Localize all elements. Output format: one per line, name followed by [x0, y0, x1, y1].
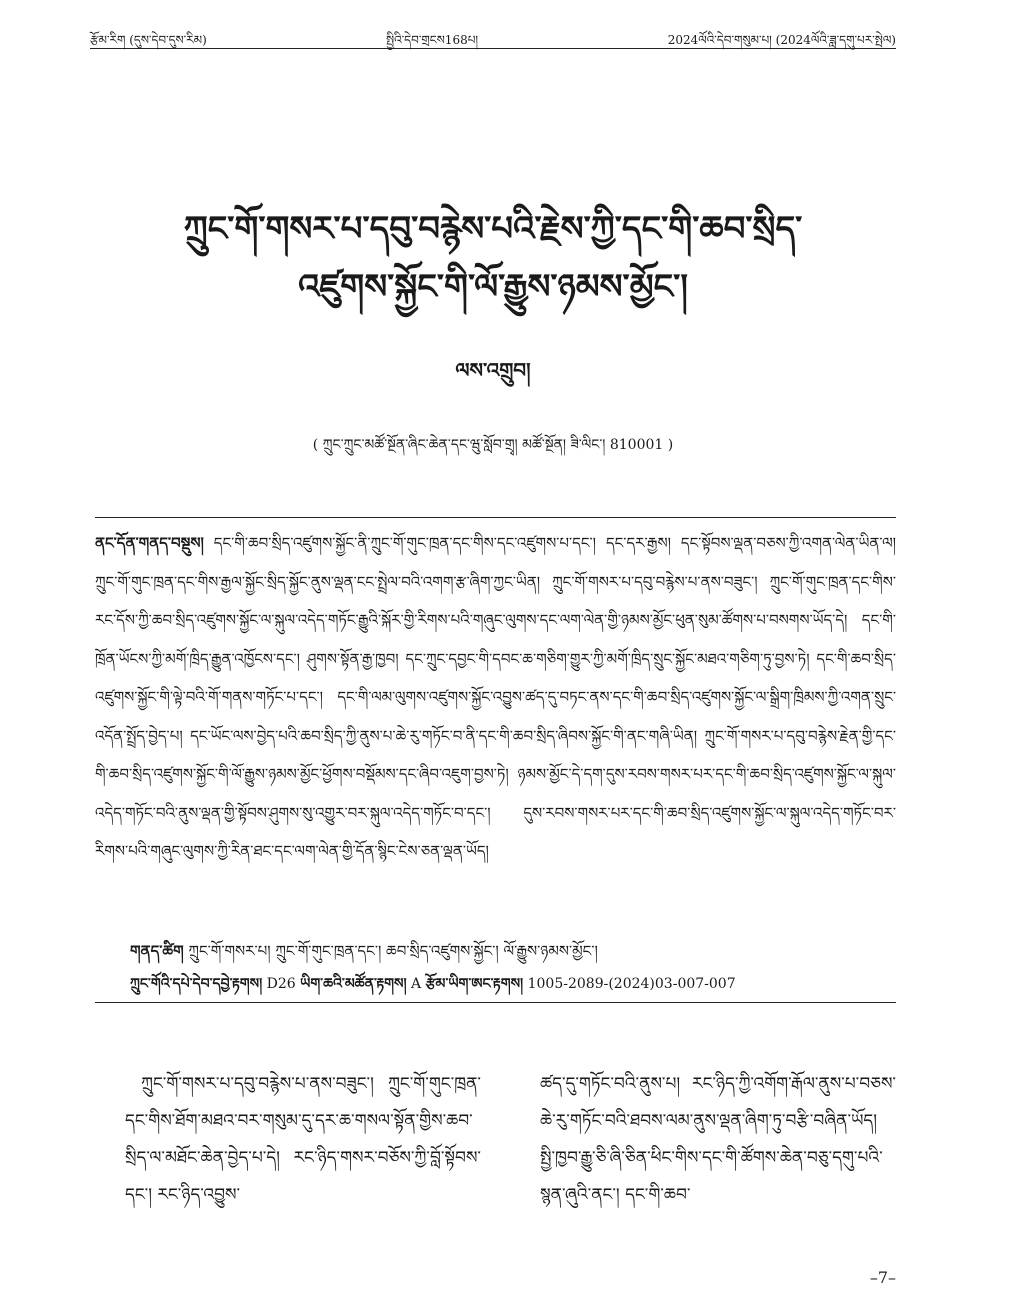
abstract-top-rule [95, 517, 896, 518]
page-number: –7– [869, 1268, 896, 1287]
author-name: ལས་འགྲུབ། [455, 358, 531, 382]
body-column-left: ཀྲུང་གོ་གསར་པ་དབུ་བརྙེས་པ་ནས་བཟུང་། ཀྲུང་གོ་གུང་ཁྲན་དང་གིས་ཐོག་མཐའ་བར་གསུམ་དུ་དར་ཆ་གསལ་སྟོན་གྱིས་ཆབ་སྲིད་ལ་མཐོང་ཆེན་བྱེད་པ་དེ། རང་ཉིད་གསར་བཅོས་ཀྱི་བློ་སྟོབས་དང་། རང་ཉིད་འབྱུས་ [125, 1074, 481, 1205]
classification-line [130, 972, 896, 996]
abstract-text: དང་གི་ཆབ་སྲིད་འཛུགས་སྐྱོང་ནི་ཀྲུང་གོ་གུང་ཁྲན་དང་གིས་དང་འཛུགས་པ་དང་། དང་དར་རྒྱས། དང་སྟོབས་ལྡན་བཅས་ཀྱི་འགན་ལེན་ཡིན་ལ། ཀྲུང་གོ་གུང་ཁྲན་དང་གིས་རྒྱལ་སྐྱོང་སྲིད་སྐྱོང་ནུས་ལྡན་ངང་སྤྲེལ་བའི་འགག་རྩ་ཞིག་ཀྱང་ཡིན། ཀྲུང་གོ་གསར་པ་དབུ་བརྙེས་པ་ནས་བཟུང་། ཀྲུང་གོ་གུང་ཁྲན་དང་གིས་རང་དོས་ཀྱི་ཆབ་སྲིད་འཛུགས་སྐྱོང་ལ་སྐུལ་འདེད་གཏོང་རྒྱུའི་སྐོར་གྱི་རིགས་པའི་གཞུང་ལུགས་དང་ལག་ལེན་གྱི་ཉམས་མྱོང་ཕུན་སུམ་ཚོགས་པ་བསགས་ཡོད་དེ། དང་གི་ཁྲོན་ཡོངས་ཀྱི་མགོ་ཁྲིད་རྒྱུན་འཁྱོངས་དང་། ཤུགས་སྟོན་རྒྱ་ཁྱབ། དང་ཀྲུང་དབྱང་གི་དབང་ཆ་གཅིག་གྱུར་ཀྱི་མགོ་ཁྲིད་སྲུང་སྐྱོང་མཐའ་གཅིག་ཏུ་བྱས་ཏེ། དང་གི་ཆབ་སྲིད་འཛུགས་སྐྱོང་གི་ལྟེ་བའི་གོ་གནས་གཏོང་པ་དང་། དང་གི་ལམ་ལུགས་འཛུགས་སྐྱོང་འབྱུས་ཚད་དུ་བཏང་ནས་དང་གི་ཆབ་སྲིད་འཛུགས་སྐྱོང་ལ་སྒྲིག་ཁྲིམས་ཀྱི་འགན་སྲུང་འདོན་སྤྲོད་བྱེད་པ། དང་ཡོང་ལས་བྱེད་པའི་ཆབ་སྲིད་ཀྱི་ནུས་པ་ཆེ་རུ་གཏོང་བ་ནི་དང་གི་ཆབ་སྲིད་ཞིབས་སྐྱོང་གི་ནང་གཞི་ཡིན། ཀྲུང་གོ་གསར་པ་དབུ་བརྙེས་རྗེན་གྱི་དང་གི་ཆབ་སྲིད་འཛུགས་སྐྱོང་གི་ལོ་རྒྱུས་ཉམས་མྱོང་ཕྱོགས་བསྡོམས་དང་ཞིབ་འཇུག་བྱས་ཏེ། ཉམས་མྱོང་དེ་དག་དུས་རབས་གསར་པར་དང་གི་ཆབ་སྲིད་འཛུགས་སྐྱོང་ལ་སྐུལ་འདེད་གཏོང་བའི་ནུས་ལྡན་གྱི་སྟོབས་ཤུགས་སུ་འགྱུར་བར་སྐུལ་འདེད་གཏོང་བ་དང་། དུས་རབས་གསར་པར་དང་གི་ཆབ་སྲིད་འཛུགས་སྐྱོང་ལ་སྐུལ་འདེད་གཏོང་བར་རིགས་པའི་གཞུང་ལུགས་ཀྱི་རིན་ཐང་དང་ལག་ལེན་གྱི་དོན་སྙིང་ངེས་ཅན་ལྡན་ཡོད། [95, 534, 896, 860]
article-id: 1005-2089-(2024)03-007-007 [523, 976, 736, 992]
title-line-1: ཀྲུང་གོ་གསར་པ་དབུ་བརྙེས་པའི་རྗེས་ཀྱི་དང་གི་ཆབ་སྲིད་ [183, 209, 803, 249]
keywords-text: ཀྲུང་གོ་གསར་པ། ཀྲུང་གོ་གུང་ཁྲན་དང་། ཆབ་སྲིད་འཛུགས་སྐྱོང་། ལོ་རྒྱུས་ཉམས་མྱོང་། [183, 942, 598, 960]
body-column-right: ཚད་དུ་གཏོང་བའི་ནུས་པ། རང་ཉིད་ཀྱི་འགོག་རྒོལ་ནུས་པ་བཅས་ཆེ་རུ་གཏོང་བའི་ཐབས་ལམ་ནུས་ལྡན་ཞིག་ཏུ་བརྩི་བཞིན་ཡོད། སྤྱི་ཁྱབ་རྒྱུ་ཅི་ཞི་ཅིན་ཕིང་གིས་དང་གི་ཚོགས་ཆེན་བཅུ་དགུ་པའི་སྙན་ཞུའི་ནང་། དང་གི་ཆབ་ [540, 1074, 896, 1205]
clc-label: ཀྲུང་གོའི་དཔེ་དེབ་དབྱེ་རྟགས། [130, 976, 263, 992]
keywords-line [130, 939, 896, 963]
clc-code: D26 [262, 976, 301, 992]
abstract-label: ནང་དོན་གནད་བསྡུས། [95, 534, 204, 552]
abstract-block [95, 524, 896, 871]
title-line-2: འཛུགས་སྐྱོང་གི་ལོ་རྒྱུས་ཉམས་མྱོང་། [298, 267, 688, 307]
article-id-label: རྩོམ་ཡིག་ཨང་རྟགས། [425, 976, 524, 992]
header-issue-total: སྤྱིའི་དེབ་གྲངས168པ། [386, 33, 479, 47]
abstract-bottom-rule [95, 1002, 896, 1003]
doc-code: A [406, 976, 426, 992]
article-title [90, 200, 896, 316]
header-issue-date: 2024ལོའི་དེབ་གསུམ་པ། (2024ལོའི་ཟླ་དགུ་པར་སྤེལ) [667, 33, 896, 47]
header-journal-name: རྩོམ་རིག (དུས་དེབ་དུས་རིམ) [90, 33, 207, 47]
keywords-label: གནད་ཚིག [130, 942, 184, 960]
doc-code-label: ཡིག་ཆའི་མཚོན་རྟགས། [300, 976, 407, 992]
author-affiliation: ( ཀྲུང་ཀྲུང་མཚོ་སྔོན་ཞིང་ཆེན་དང་ཝུ་སློབ་གྲྭ། མཚོ་སྔོན། ཟི་ལིང་། 810001 ) [312, 437, 674, 453]
running-header [90, 22, 896, 49]
